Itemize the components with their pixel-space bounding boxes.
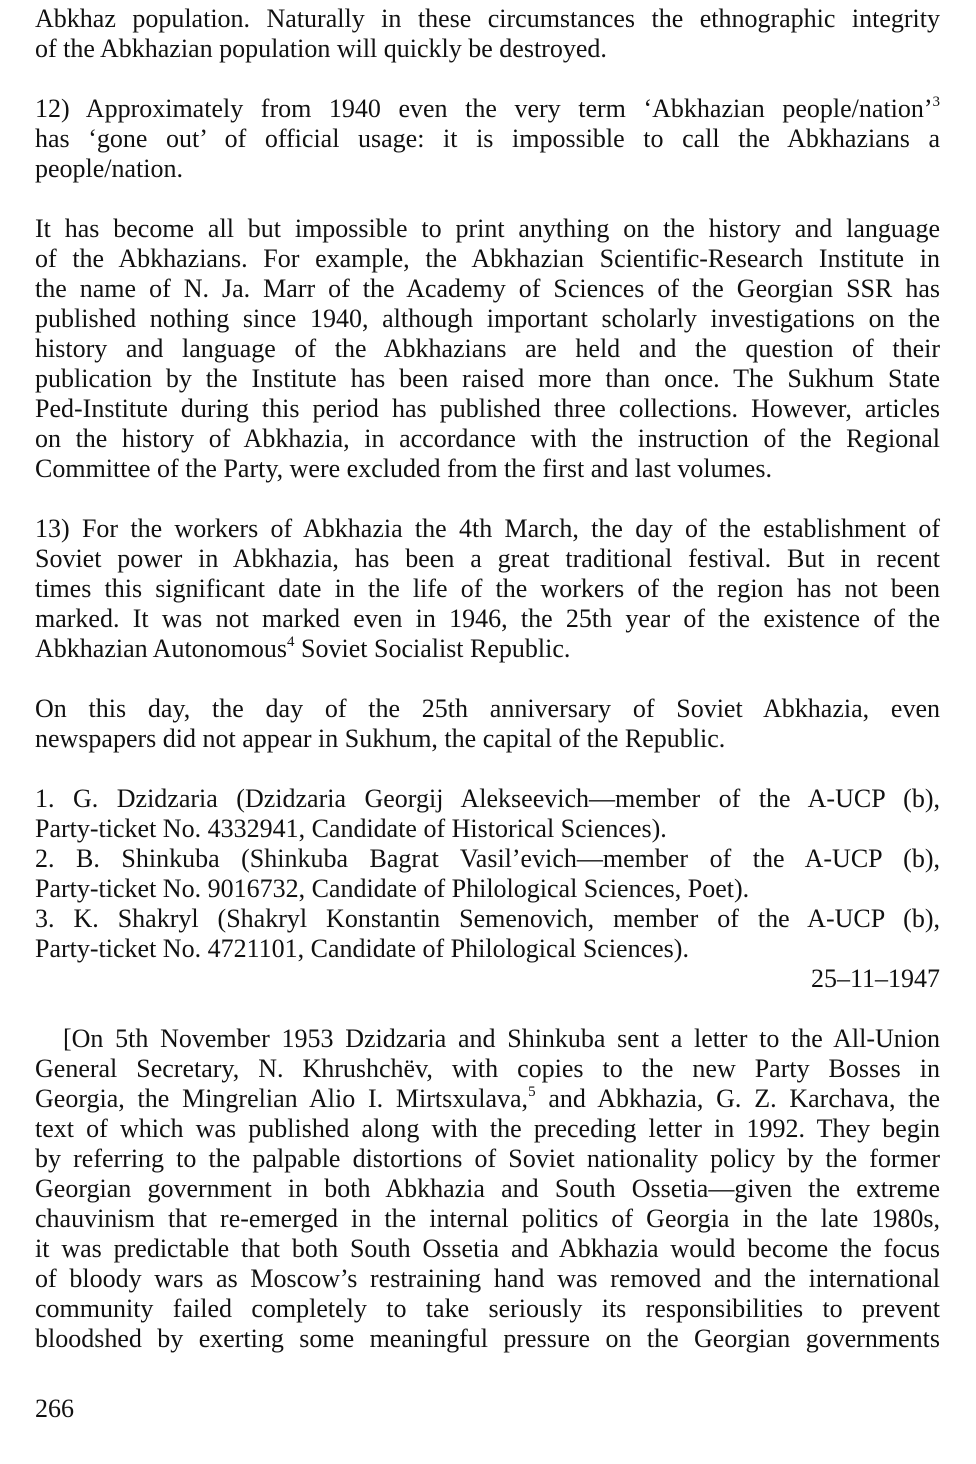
footnote-marker: 4 xyxy=(287,634,295,650)
text-line: it was predictable that both South Ossetia and Abkhazia would become the focus xyxy=(35,1234,940,1263)
text-run: Soviet Socialist Republic. xyxy=(294,634,571,663)
signatory-line: Party-ticket No. 9016732, Candidate of Philological Sciences, Poet). xyxy=(35,874,750,903)
text-run: 12) Approximately from 1940 even the very term ‘Abkhazian people/nation’ xyxy=(35,94,933,123)
text-line: the name of N. Ja. Marr of the Academy of Sciences of the Georgian SSR has xyxy=(35,274,940,303)
signatory-line: 1. G. Dzidzaria (Dzidzaria Georgij Alekseevich—member of the A-UCP (b), xyxy=(35,784,940,813)
text-line: It has become all but impossible to print anything on the history and language xyxy=(35,214,940,243)
text-line: marked. It was not marked even in 1946, the 25th year of the existence of the xyxy=(35,604,940,633)
text-line: Abkhaz population. Naturally in these circumstances the ethnographic integrity xyxy=(35,4,940,33)
text-line: Committee of the Party, were excluded from the first and last volumes. xyxy=(35,454,772,483)
text-line: Georgian government in both Abkhazia and South Ossetia—given the extreme xyxy=(35,1174,940,1203)
text-run: and Abkhazia, G. Z. Karchava, the xyxy=(535,1084,940,1113)
text-line: of bloody wars as Moscow’s restraining hand was removed and the international xyxy=(35,1264,940,1293)
text-line: publication by the Institute has been raised more than once. The Sukhum State xyxy=(35,364,940,393)
text-line: of the Abkhazians. For example, the Abkhazian Scientific-Research Institute in xyxy=(35,244,940,273)
text-line: text of which was published along with the preceding letter in 1992. They begin xyxy=(35,1114,940,1143)
text-line: times this significant date in the life of the workers of the region has not been xyxy=(35,574,940,603)
letter-date: 25–11–1947 xyxy=(810,964,940,993)
text-line: has ‘gone out’ of official usage: it is impossible to call the Abkhazians a xyxy=(35,124,940,153)
text-line: chauvinism that re-emerged in the internal politics of Georgia in the late 1980s, xyxy=(35,1204,940,1233)
text-line: On this day, the day of the 25th anniversary of Soviet Abkhazia, even xyxy=(35,694,940,723)
text-line: on the history of Abkhazia, in accordance with the instruction of the Regional xyxy=(35,424,940,453)
page-body xyxy=(35,4,940,1354)
text-run: Georgia, the Mingrelian Alio I. Mirtsxulava, xyxy=(35,1084,529,1113)
text-line: newspapers did not appear in Sukhum, the capital of the Republic. xyxy=(35,724,726,753)
paragraph-abkhaz-population xyxy=(35,4,940,64)
text-line: by referring to the palpable distortions of Soviet nationality policy by the former xyxy=(35,1144,940,1173)
page-number: 266 xyxy=(35,1394,74,1423)
text-line: history and language of the Abkhazians are held and the question of their xyxy=(35,334,940,363)
signatory-line: Party-ticket No. 4332941, Candidate of Historical Sciences). xyxy=(35,814,667,843)
text-line: [On 5th November 1953 Dzidzaria and Shinkuba sent a letter to the All-Union xyxy=(63,1024,940,1053)
text-line: bloodshed by exerting some meaningful pressure on the Georgian governments xyxy=(35,1324,940,1353)
text-line: Ped-Institute during this period has published three collections. However, articles xyxy=(35,394,940,423)
text-line xyxy=(35,634,940,664)
paragraph-anniversary xyxy=(35,694,940,754)
paragraph-printing-history xyxy=(35,214,940,484)
text-line xyxy=(35,1084,940,1114)
text-line xyxy=(35,94,940,124)
footnote-marker: 3 xyxy=(932,94,940,110)
footnote-marker: 5 xyxy=(528,1084,536,1100)
signatory-line: 2. B. Shinkuba (Shinkuba Bagrat Vasil’evich—member of the A-UCP (b), xyxy=(35,844,940,873)
text-line: published nothing since 1940, although important scholarly investigations on the xyxy=(35,304,940,333)
signatory-line: 3. K. Shakryl (Shakryl Konstantin Semenovich, member of the A-UCP (b), xyxy=(35,904,940,933)
text-line: General Secretary, N. Khrushchëv, with copies to the new Party Bosses in xyxy=(35,1054,940,1083)
text-run: Abkhazian Autonomous xyxy=(35,634,288,663)
text-line: of the Abkhazian population will quickly be destroyed. xyxy=(35,34,607,63)
paragraph-commentary xyxy=(35,1024,940,1354)
signatory-line: Party-ticket No. 4721101, Candidate of Philological Sciences). xyxy=(35,934,689,963)
paragraph-item-12 xyxy=(35,94,940,184)
text-line: people/nation. xyxy=(35,154,184,183)
text-line: Soviet power in Abkhazia, has been a great traditional festival. But in recent xyxy=(35,544,940,573)
text-line: community failed completely to take seriously its responsibilities to prevent xyxy=(35,1294,940,1323)
paragraph-item-13 xyxy=(35,514,940,664)
signatories-list xyxy=(35,784,940,964)
text-line: 13) For the workers of Abkhazia the 4th March, the day of the establishment of xyxy=(35,514,940,543)
